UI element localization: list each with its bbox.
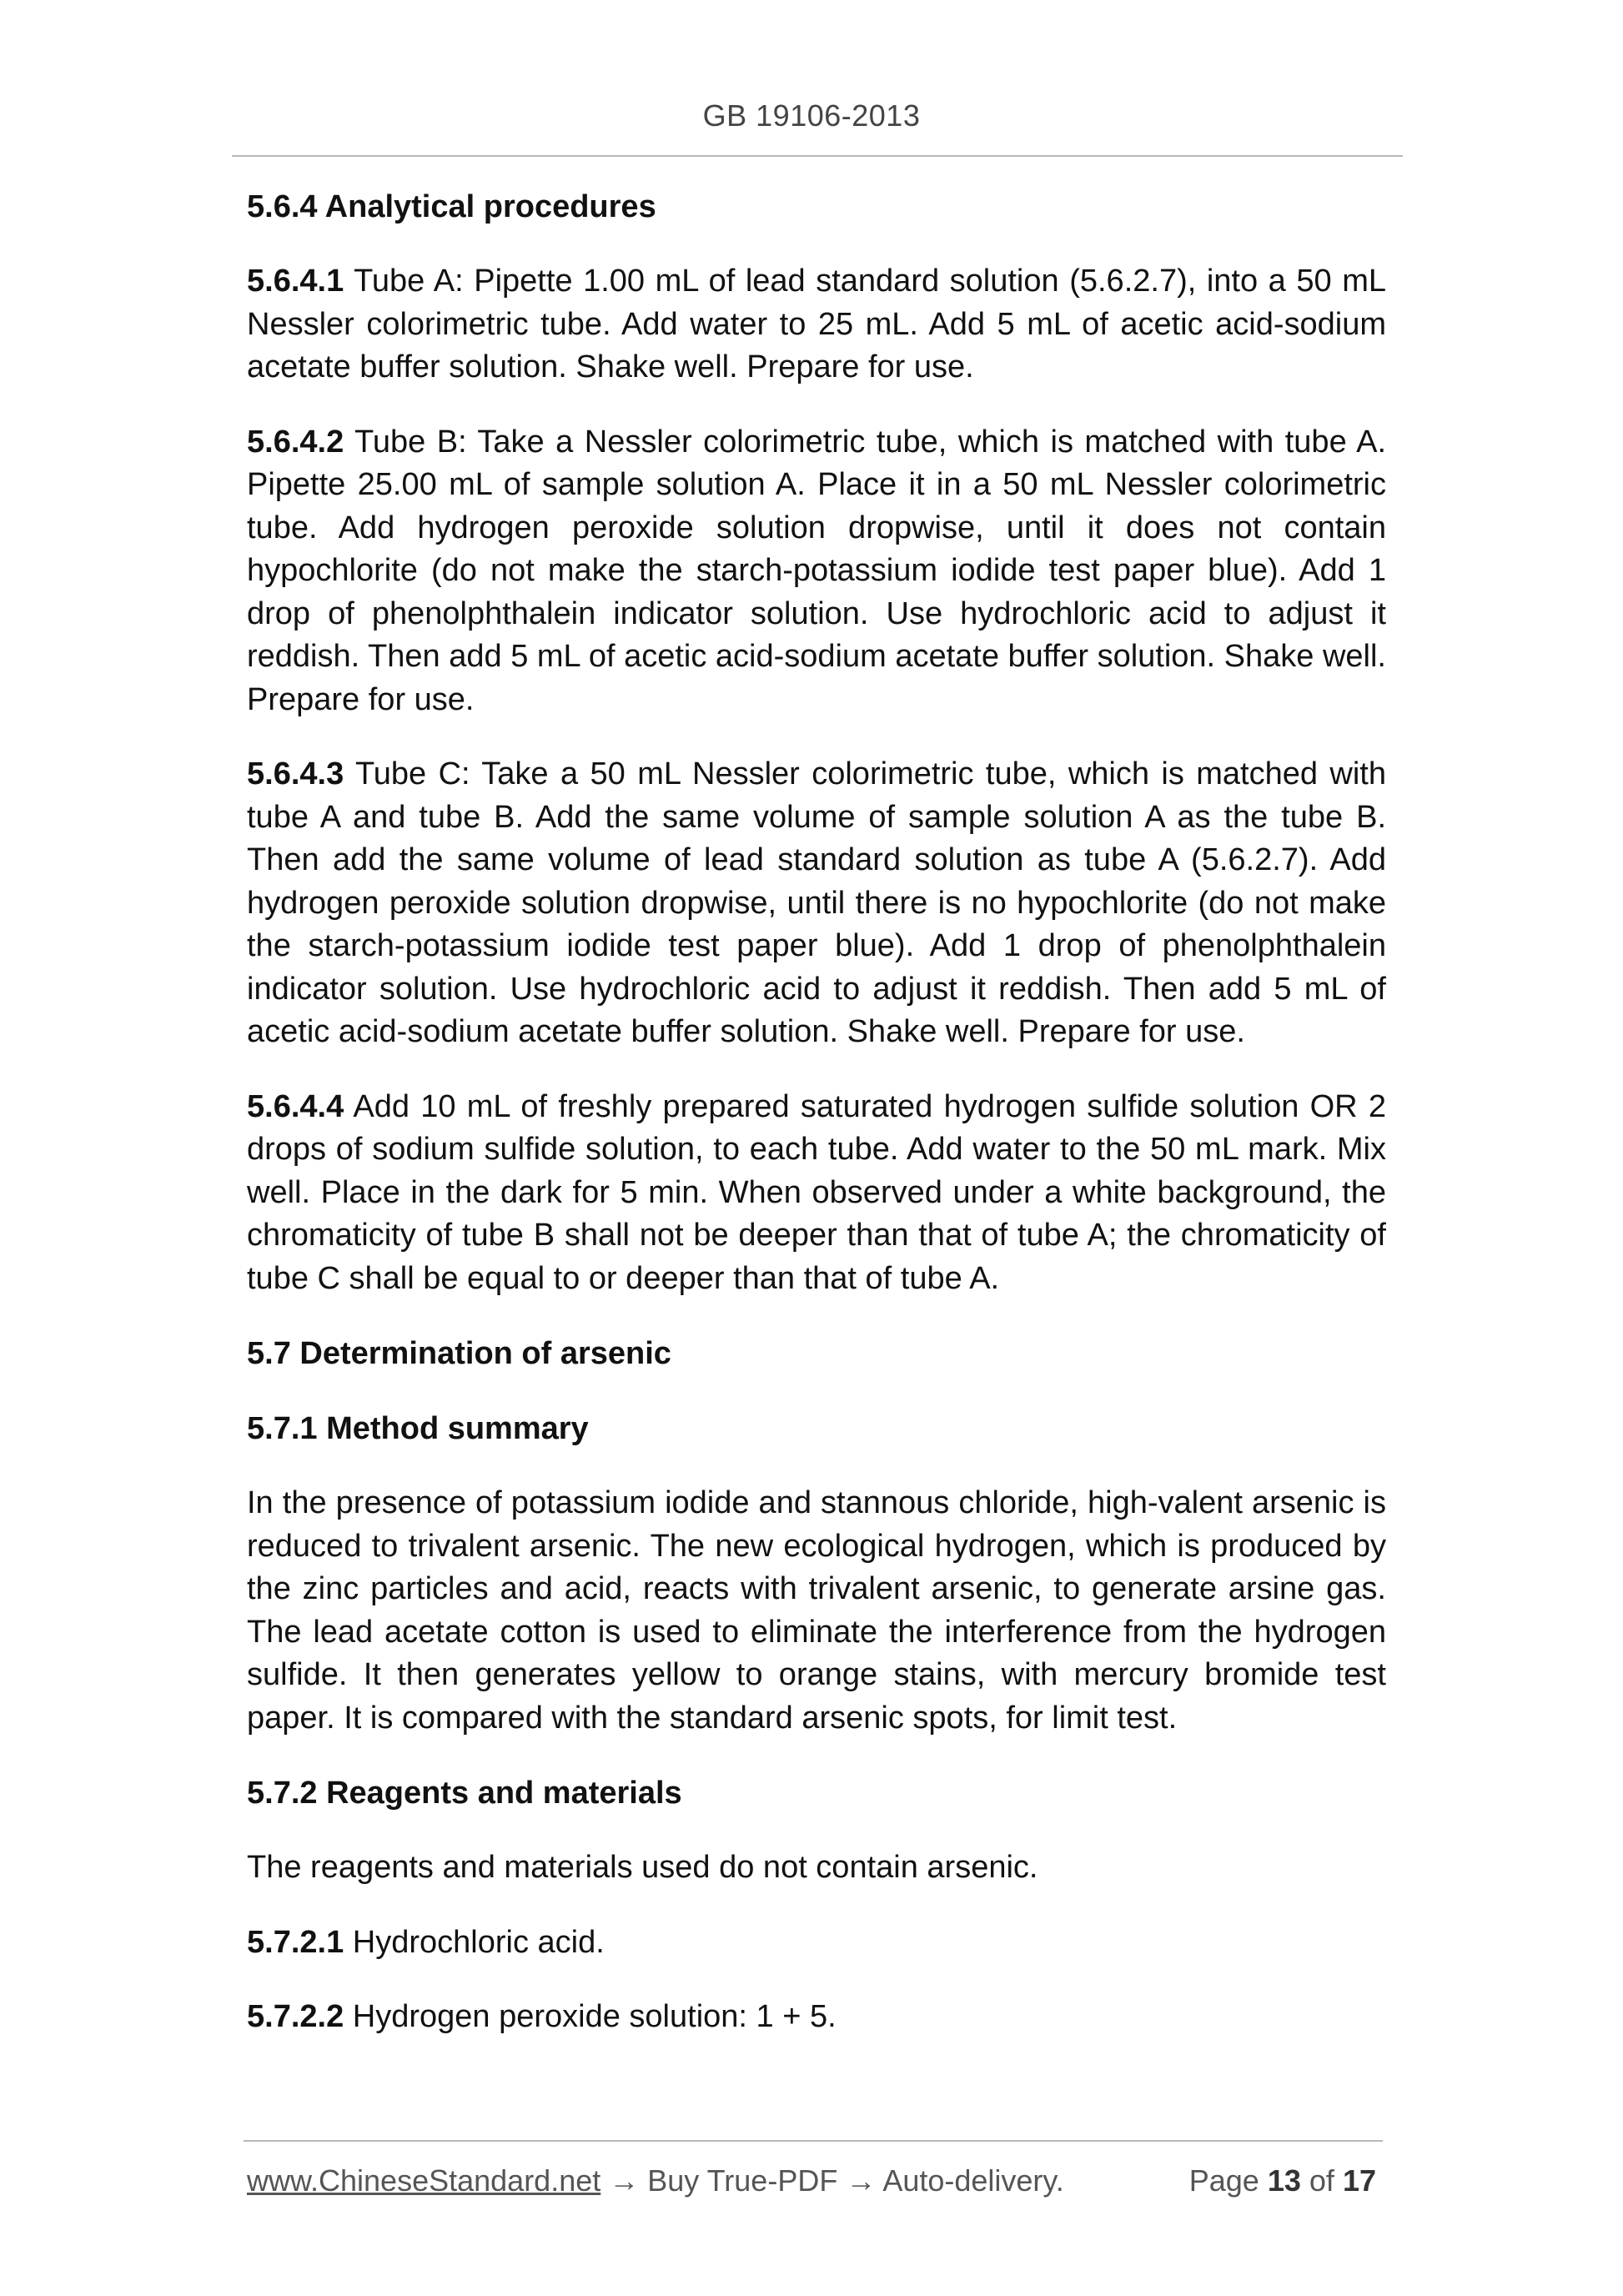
clause-5-6-4-2 <box>247 421 1386 722</box>
clause-text: Tube C: Take a 50 mL Nessler colorimetric tube, which is matched with tube A and tube B. Add the same volume of sample solution A as the tube B. Then add the same volume of lead standard solution as tube A (5.6.2.7). Add hydrogen peroxide solution dropwise, until there is no hypochlorite (do not make the starch-potassium iodide test paper blue). Add 1 drop of phenolphthalein indicator solution. Use hydrochloric acid to adjust it reddish. Then add 5 mL of acetic acid-sodium acetate buffer solution. Shake well. Prepare for use. <box>247 756 1386 1049</box>
footer-promo <box>247 2163 1064 2198</box>
page-label: Page <box>1188 2163 1259 2198</box>
clause-number: 5.7.2.1 <box>247 1924 344 1960</box>
clause-text: Hydrogen peroxide solution: 1 + 5. <box>344 1999 837 2034</box>
clause-number: 5.6.4.3 <box>247 756 344 791</box>
section-heading-5-7-1: 5.7.1 Method summary <box>247 1411 589 1446</box>
clause-text: Tube A: Pipette 1.00 mL of lead standard solution (5.6.2.7), into a 50 mL Nessler colorimetric tube. Add water to 25 mL. Add 5 mL of acetic acid-sodium acetate buffer solution. Shake well. Prepare for use. <box>247 264 1386 384</box>
clause-text: Add 10 mL of freshly prepared saturated hydrogen sulfide solution OR 2 drops of sodium sulfide solution, to each tube. Add water to the 50 mL mark. Mix well. Place in the dark for 5 min. When observed under a white background, the chromaticity of tube B shall not be deeper than that of tube A; the chromaticity of tube C shall be equal to or deeper than that of tube A. <box>247 1088 1386 1296</box>
clause-5-7-2-2 <box>247 1996 1386 2039</box>
clause-5-6-4-1 <box>247 260 1386 389</box>
section-heading-5-6-4: 5.6.4 Analytical procedures <box>247 189 656 224</box>
clause-number: 5.6.4.2 <box>247 424 344 460</box>
clause-number: 5.7.2.2 <box>247 1999 344 2034</box>
clause-text: Tube B: Take a Nessler colorimetric tube, which is matched with tube A. Pipette 25.00 mL of sample solution A. Place it in a 50 mL Nessler colorimetric tube. Add hydrogen peroxide solution dropwise, until it does not contain hypochlorite (do not make the starch-potassium iodide test paper blue). Add 1 drop of phenolphthalein indicator solution. Use hydrochloric acid to adjust it reddish. Then add 5 mL of acetic acid-sodium acetate buffer solution. Shake well. Prepare for use. <box>247 424 1386 717</box>
page-content <box>247 185 1386 2071</box>
footer-divider <box>244 2140 1383 2142</box>
clause-text: Hydrochloric acid. <box>344 1924 605 1960</box>
clause-5-7-2-1 <box>247 1922 1386 1965</box>
header-divider <box>232 155 1403 157</box>
website-link[interactable]: www.ChineseStandard.net <box>247 2163 601 2198</box>
total-pages-number: 17 <box>1342 2163 1376 2198</box>
clause-5-6-4-3 <box>247 753 1386 1054</box>
page-indicator <box>1189 2163 1376 2198</box>
clause-number: 5.6.4.4 <box>247 1088 344 1124</box>
section-heading-5-7-2: 5.7.2 Reagents and materials <box>247 1776 682 1811</box>
clause-number: 5.6.4.1 <box>247 264 344 299</box>
current-page-number: 13 <box>1267 2163 1301 2198</box>
page-of-label: of <box>1309 2163 1334 2198</box>
clause-5-6-4-4 <box>247 1086 1386 1301</box>
footer-promo-text: → Buy True-PDF → Auto-delivery. <box>600 2163 1064 2198</box>
reagents-intro-paragraph: The reagents and materials used do not contain arsenic. <box>247 1850 1038 1885</box>
method-summary-paragraph: In the presence of potassium iodide and stannous chloride, high-valent arsenic is reduced to trivalent arsenic. The new ecological hydrogen, which is produced by the zinc particles and acid, reacts with trivalent arsenic, to generate arsine gas. The lead acetate cotton is used to eliminate the interference from the hydrogen sulfide. It then generates yellow to orange stains, with mercury bromide test paper. It is compared with the standard arsenic spots, for limit test. <box>247 1485 1386 1736</box>
section-heading-5-7: 5.7 Determination of arsenic <box>247 1336 671 1371</box>
document-header: GB 19106-2013 <box>702 98 921 133</box>
